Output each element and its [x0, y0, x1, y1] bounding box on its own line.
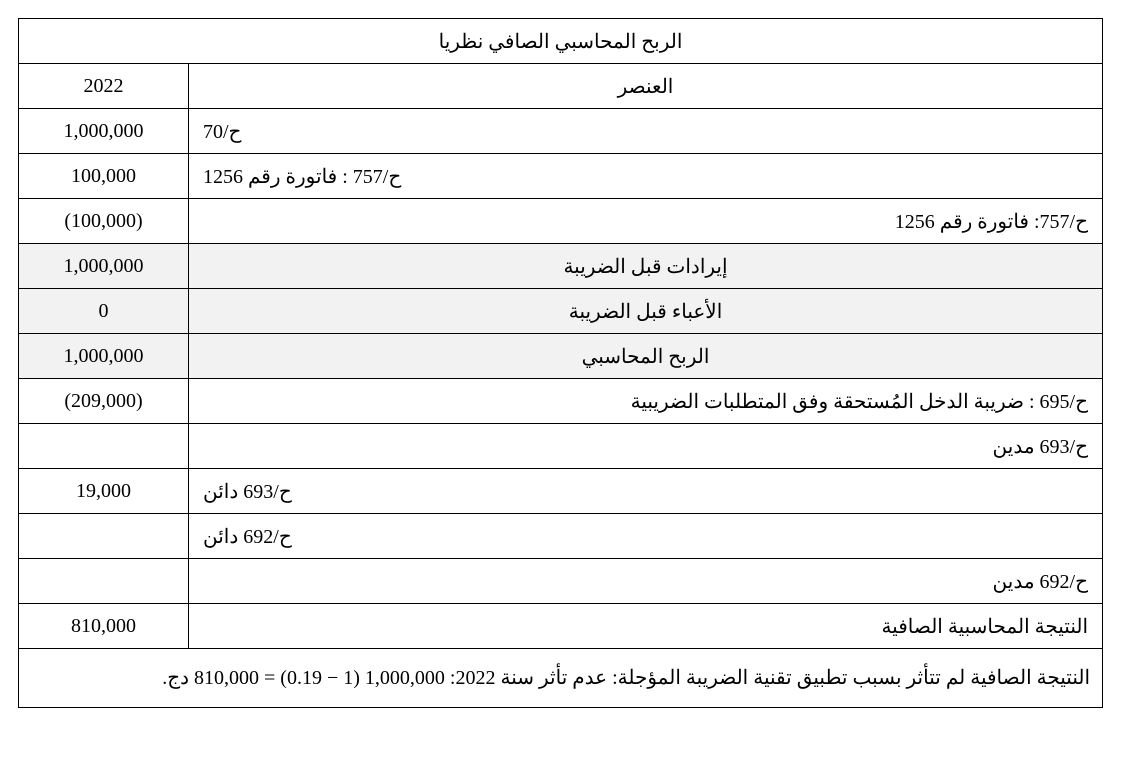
table-row	[19, 289, 1103, 334]
row-value: (209,000)	[19, 379, 189, 424]
row-label: ح/695 : ضريبة الدخل المُستحقة وفق المتطلبات الضريبية	[189, 379, 1103, 424]
table-row	[19, 154, 1103, 199]
row-label: ح/693 مدين	[189, 424, 1103, 469]
table-row	[19, 514, 1103, 559]
row-label: ح/757: فاتورة رقم 1256	[189, 199, 1103, 244]
net-profit-table	[18, 18, 1103, 708]
header-year: 2022	[19, 64, 189, 109]
row-label: ح/70	[189, 109, 1103, 154]
row-value	[19, 514, 189, 559]
table-row	[19, 109, 1103, 154]
table-title: الربح المحاسبي الصافي نظريا	[19, 19, 1103, 64]
row-label: إيرادات قبل الضريبة	[189, 244, 1103, 289]
row-label: الأعباء قبل الضريبة	[189, 289, 1103, 334]
title-row	[19, 19, 1103, 64]
note-row	[19, 649, 1103, 708]
table-row	[19, 334, 1103, 379]
row-value	[19, 559, 189, 604]
header-row	[19, 64, 1103, 109]
table-row	[19, 424, 1103, 469]
table-row	[19, 604, 1103, 649]
table-row	[19, 469, 1103, 514]
row-label: ح/757 : فاتورة رقم 1256	[189, 154, 1103, 199]
row-value: 1,000,000	[19, 244, 189, 289]
row-label: ح/692 مدين	[189, 559, 1103, 604]
row-value: (100,000)	[19, 199, 189, 244]
row-value: 1,000,000	[19, 109, 189, 154]
row-label: ح/693 دائن	[189, 469, 1103, 514]
row-value: 810,000	[19, 604, 189, 649]
row-value: 0	[19, 289, 189, 334]
table-note: النتيجة الصافية لم تتأثر بسبب تطبيق تقنية الضريبة المؤجلة: عدم تأثر سنة 2022: 1,000,000 (1 − 0.19) = 810,000 دج.	[19, 649, 1103, 708]
row-value: 100,000	[19, 154, 189, 199]
header-item: العنصر	[189, 64, 1103, 109]
row-label: الربح المحاسبي	[189, 334, 1103, 379]
row-label: ح/692 دائن	[189, 514, 1103, 559]
table-row	[19, 244, 1103, 289]
table-row	[19, 199, 1103, 244]
table-row	[19, 379, 1103, 424]
row-value: 19,000	[19, 469, 189, 514]
row-value	[19, 424, 189, 469]
row-value: 1,000,000	[19, 334, 189, 379]
table-row	[19, 559, 1103, 604]
row-label: النتيجة المحاسبية الصافية	[189, 604, 1103, 649]
